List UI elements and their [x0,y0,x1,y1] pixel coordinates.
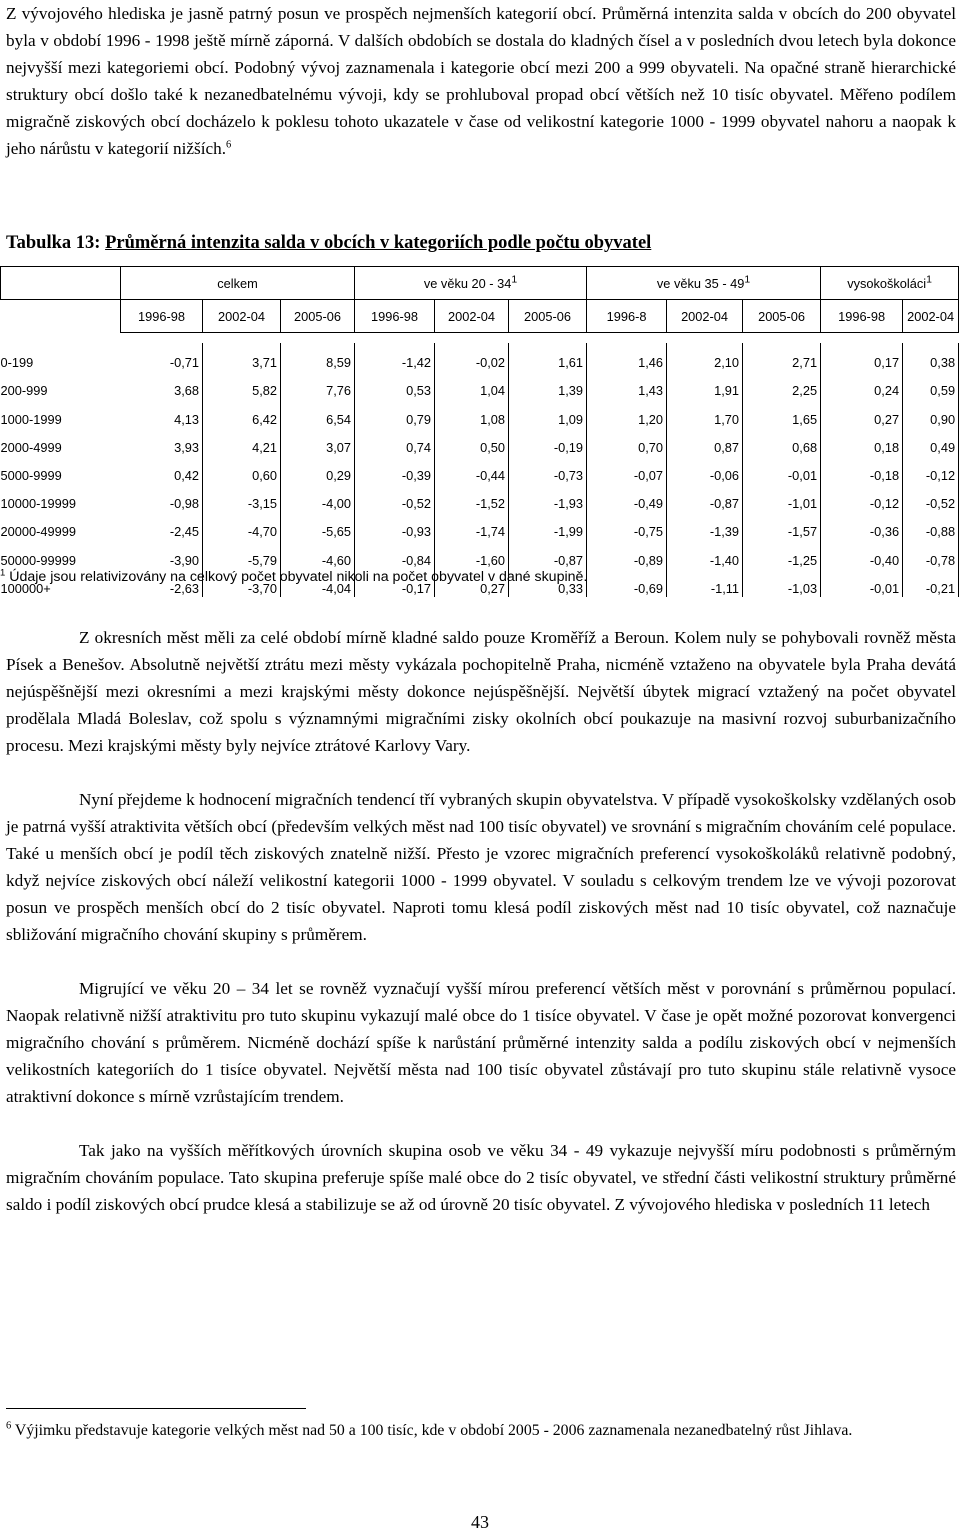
table-cell: -0,44 [435,456,509,484]
table-cell: 0,60 [203,456,281,484]
table-cell: 1,65 [743,399,821,427]
table-cell: 0,50 [435,428,509,456]
body-text [6,624,956,1245]
period-header: 2002-04 [903,300,959,333]
table-cell: -4,00 [281,484,355,512]
table-cell: 2,10 [667,343,743,371]
row-label: 5000-9999 [0,467,62,483]
row-label: 0-199 [0,355,34,371]
table-cell: -0,39 [355,456,435,484]
table-cell: -0,88 [903,512,959,540]
table-cell: 0,90 [903,399,959,427]
intro-section [6,0,956,162]
table-cell: 3,68 [121,371,203,399]
table-group-header [1,267,959,300]
table-cell: -1,74 [435,512,509,540]
row-label: 200-999 [0,383,48,399]
paragraph: Z okresních měst měli za celé období mírně kladné saldo pouze Kroměříž a Beroun. Kolem nuly se pohybovali rovněž města Písek a Benešov. Absolutně největší ztrátu mezi městy vykázala pochopitelně Praha, nicméně vztaženo na obyvatele byla Praha devátá nejúspěšnější mezi okresními a mezi krajskými městy dokonce nejúspěšnější. Největší úbytek migrací vztažený na počet obyvatel prodělala Mladá Boleslav, což spolu s významnými migračními zisky okolních obcí poukazuje na masivní rozvoj suburbanizačního procesu. Mezi krajskými městy byly nejvíce ztrátové Karlovy Vary. [6,628,956,755]
table-cell: 1,08 [435,399,509,427]
table-cell: -1,99 [509,512,587,540]
period-header: 2005-06 [743,300,821,333]
table-cell: -4,60 [281,540,355,568]
group-header-university: vysokoškoláci$^1$ [821,267,959,300]
table-cell: -0,52 [903,484,959,512]
table-cell: -0,07 [587,456,667,484]
page-number: 43 [471,1512,489,1532]
table-cell: 1,70 [667,399,743,427]
table-cell: -0,12 [903,456,959,484]
table-cell: -1,03 [743,569,821,597]
table-cell: -0,02 [435,343,509,371]
row-label: 2000-4999 [0,439,62,455]
table-cell: -3,70 [203,569,281,597]
table-cell: -0,17 [355,569,435,597]
footnote-ref: 6 [226,139,232,151]
table-cell: -0,93 [355,512,435,540]
table-cell: -0,19 [509,428,587,456]
period-header: 1996-98 [121,300,203,333]
table-cell: 0,59 [903,371,959,399]
row-label: 1000-1999 [0,411,62,427]
paragraph: Tak jako na vyšších měřítkových úrovních skupina osob ve věku 34 - 49 vykazuje nejvyšší míru podobnosti s průměrným migračním chováním populace. Tato skupina preferuje spíše malé obce do 2 tisíc obyvatel, ve střední části velikostní struktury průměrné saldo i podíl ziskových obcí prudce klesá a stabilizuje se až od úrovně 20 tisíc obyvatel. Z vývojového hlediska v posledních 11 letech [6,1141,956,1214]
table-cell: -0,49 [587,484,667,512]
period-header: 2002-04 [435,300,509,333]
table-cell: 7,76 [281,371,355,399]
table-cell: -0,36 [821,512,903,540]
table-title: Tabulka 13: Průměrná intenzita salda v obcích v kategoriích podle počtu obyvatel [6,233,652,253]
table-cell: 0,17 [821,343,903,371]
table-cell: -2,45 [121,512,203,540]
table-row [1,343,959,371]
period-header: 2002-04 [667,300,743,333]
table-cell: 0,27 [821,399,903,427]
migration-balance-table [0,266,959,597]
table-cell: 0,70 [587,428,667,456]
table-cell: -5,65 [281,512,355,540]
table-cell: -4,04 [281,569,355,597]
table-cell: 0,24 [821,371,903,399]
table-cell: -0,12 [821,484,903,512]
paragraph: Migrující ve věku 20 – 34 let se rovněž vyznačují vyšší mírou preferencí větších měst v porovnání s průměrnou populací. Naopak relativně nižší atraktivitu pro tuto skupinu vykazují malé obce do 1 tisíce obyvatel. V čase je opět možné pozorovat konvergenci migračního chování s průměrem. Nicméně dochází spíše k narůstání průměrné intenzity salda a podílu ziskových obcí v nejmenších velikostních kategoriích do 1 tisíce obyvatel. Největší města nad 100 tisíc obyvatel zůstávají pro tuto skupinu stále relativně vysoce atraktivní dokonce s mírně vzrůstajícím trendem. [6,979,956,1106]
period-header: 2005-06 [509,300,587,333]
table-cell: -0,71 [121,343,203,371]
table-cell: -1,57 [743,512,821,540]
row-label: 100000+ [0,580,51,596]
table-cell: 6,54 [281,399,355,427]
table-cell: -1,60 [435,540,509,568]
row-label: 50000-99999 [0,552,76,568]
period-header: 2005-06 [281,300,355,333]
table-cell: 4,21 [203,428,281,456]
table-cell: 4,13 [121,399,203,427]
table-cell: 0,87 [667,428,743,456]
table-cell: 1,39 [509,371,587,399]
table-cell: -0,75 [587,512,667,540]
table-cell: -1,52 [435,484,509,512]
table-cell: -0,84 [355,540,435,568]
table-cell: 0,49 [903,428,959,456]
table-cell: 3,71 [203,343,281,371]
table-cell: -0,06 [667,456,743,484]
table-cell: 1,20 [587,399,667,427]
table-cell: -5,79 [203,540,281,568]
table-cell: -0,40 [821,540,903,568]
table-cell: 5,82 [203,371,281,399]
table-cell: 0,79 [355,399,435,427]
table-cell: 1,61 [509,343,587,371]
table-cell: -1,11 [667,569,743,597]
table-cell: -0,73 [509,456,587,484]
table-cell: -1,01 [743,484,821,512]
group-header-total: celkem [121,267,355,300]
table-cell: -0,01 [821,569,903,597]
table-note: $^1$ Údaje jsou relativizovány na celkový počet obyvatel nikoli na počet obyvatel v dané skupině. [0,567,588,585]
table-cell: 0,68 [743,428,821,456]
table-row [1,399,959,427]
row-label: 20000-49999 [0,524,76,540]
table-cell: -0,01 [743,456,821,484]
table-row [1,428,959,456]
table-cell: 1,46 [587,343,667,371]
period-header: 2002-04 [203,300,281,333]
table-cell: 2,71 [743,343,821,371]
table-cell: -0,18 [821,456,903,484]
table-cell: 1,09 [509,399,587,427]
table-cell: 1,43 [587,371,667,399]
table-cell: -1,39 [667,512,743,540]
group-header-age-35-49: ve věku $35 - 49^1$ [587,267,821,300]
table-cell: 2,25 [743,371,821,399]
table-cell: -1,93 [509,484,587,512]
table-cell: -1,42 [355,343,435,371]
table-cell: 1,04 [435,371,509,399]
table-row [1,512,959,540]
table-cell: 0,53 [355,371,435,399]
table-cell: -1,40 [667,540,743,568]
table-cell: 0,33 [509,569,587,597]
period-header: 1996-98 [821,300,903,333]
table-cell: 0,29 [281,456,355,484]
table-cell: -0,52 [355,484,435,512]
table-cell: -0,69 [587,569,667,597]
period-header: 1996-98 [355,300,435,333]
table-cell: 0,18 [821,428,903,456]
table-cell: -0,98 [121,484,203,512]
table-row [1,371,959,399]
table-cell: -0,87 [667,484,743,512]
period-header: 1996-8 [587,300,667,333]
table-cell: 3,07 [281,428,355,456]
group-header-age-20-34: ve věku $20 - 34^1$ [355,267,587,300]
footnote-separator [6,1408,306,1409]
table-cell: -3,90 [121,540,203,568]
table-cell: -0,21 [903,569,959,597]
table-row [1,540,959,568]
table-period-header [1,300,959,333]
table-row [1,484,959,512]
table-cell: -3,15 [203,484,281,512]
table-cell: -0,89 [587,540,667,568]
table-cell: 6,42 [203,399,281,427]
table-cell: 3,93 [121,428,203,456]
table-cell: -2,63 [121,569,203,597]
table-cell: -4,70 [203,512,281,540]
table-cell: -0,87 [509,540,587,568]
table-row [1,456,959,484]
intro-paragraph: Z vývojového hlediska je jasně patrný posun ve prospěch nejmenších kategorií obcí. Průměrná intenzita salda v obcích do 200 obyvatel byla v období 1996 - 1998 ještě mírně záporná. V dalších obdobích se dostala do kladných čísel a v posledních dvou letech byla dokonce nejvyšší mezi kategoriemi obcí. Podobný vývoj zaznamenala i kategorie obcí mezi 200 a 999 obyvateli. Na opačné straně hierarchické struktury obcí došlo také k nezanedbatelnému vývoji, kdy se prohluboval propad obcí větších než 10 tisíc obyvatel. Měřeno podílem migračně ziskových obcí docházelo k poklesu tohoto ukazatele v čase od velikostní kategorie 1000 - 1999 obyvatel nahoru a naopak k jeho nárůstu v kategorií nižších.$^6$ [6,4,956,158]
table-cell: 1,91 [667,371,743,399]
paragraph: Nyní přejdeme k hodnocení migračních tendencí tří vybraných skupin obyvatelstva. V případě vysokoškolsky vzdělaných osob je patrná vyšší atraktivita větších obcí (především velkých měst nad 100 tisíc obyvatel) ve srovnání s migračním chováním celé populace. Také u menších obcí je podíl těch ziskových znatelně nižší. Přesto je vzorec migračních preferencí vysokoškoláků relativně podobný, když nejvíce ziskových obcí náleží velikostní kategorii 1000 - 1999 obyvatel. V souladu s celkovým trendem lze ve vývoji pozorovat posun ve prospěch menších obcí do 2 tisíc obyvatel. Naproti tomu klesá podíl ziskových měst nad 10 tisíc obyvatel, což naznačuje sbližování migračního chování skupiny s průměrem. [6,790,956,944]
table-cell: 0,27 [435,569,509,597]
table-cell: 0,74 [355,428,435,456]
table-cell: 0,38 [903,343,959,371]
table-cell: -1,25 [743,540,821,568]
footnote: $^6$ Výjimku představuje kategorie velkých měst nad 50 a 100 tisíc, kde v období 2005 - 2006 zaznamenala nezanedbatelný růst Jihlava. [6,1420,853,1439]
table-cell: -0,78 [903,540,959,568]
table-cell: 8,59 [281,343,355,371]
table-cell: 0,42 [121,456,203,484]
row-label: 10000-19999 [0,496,76,512]
